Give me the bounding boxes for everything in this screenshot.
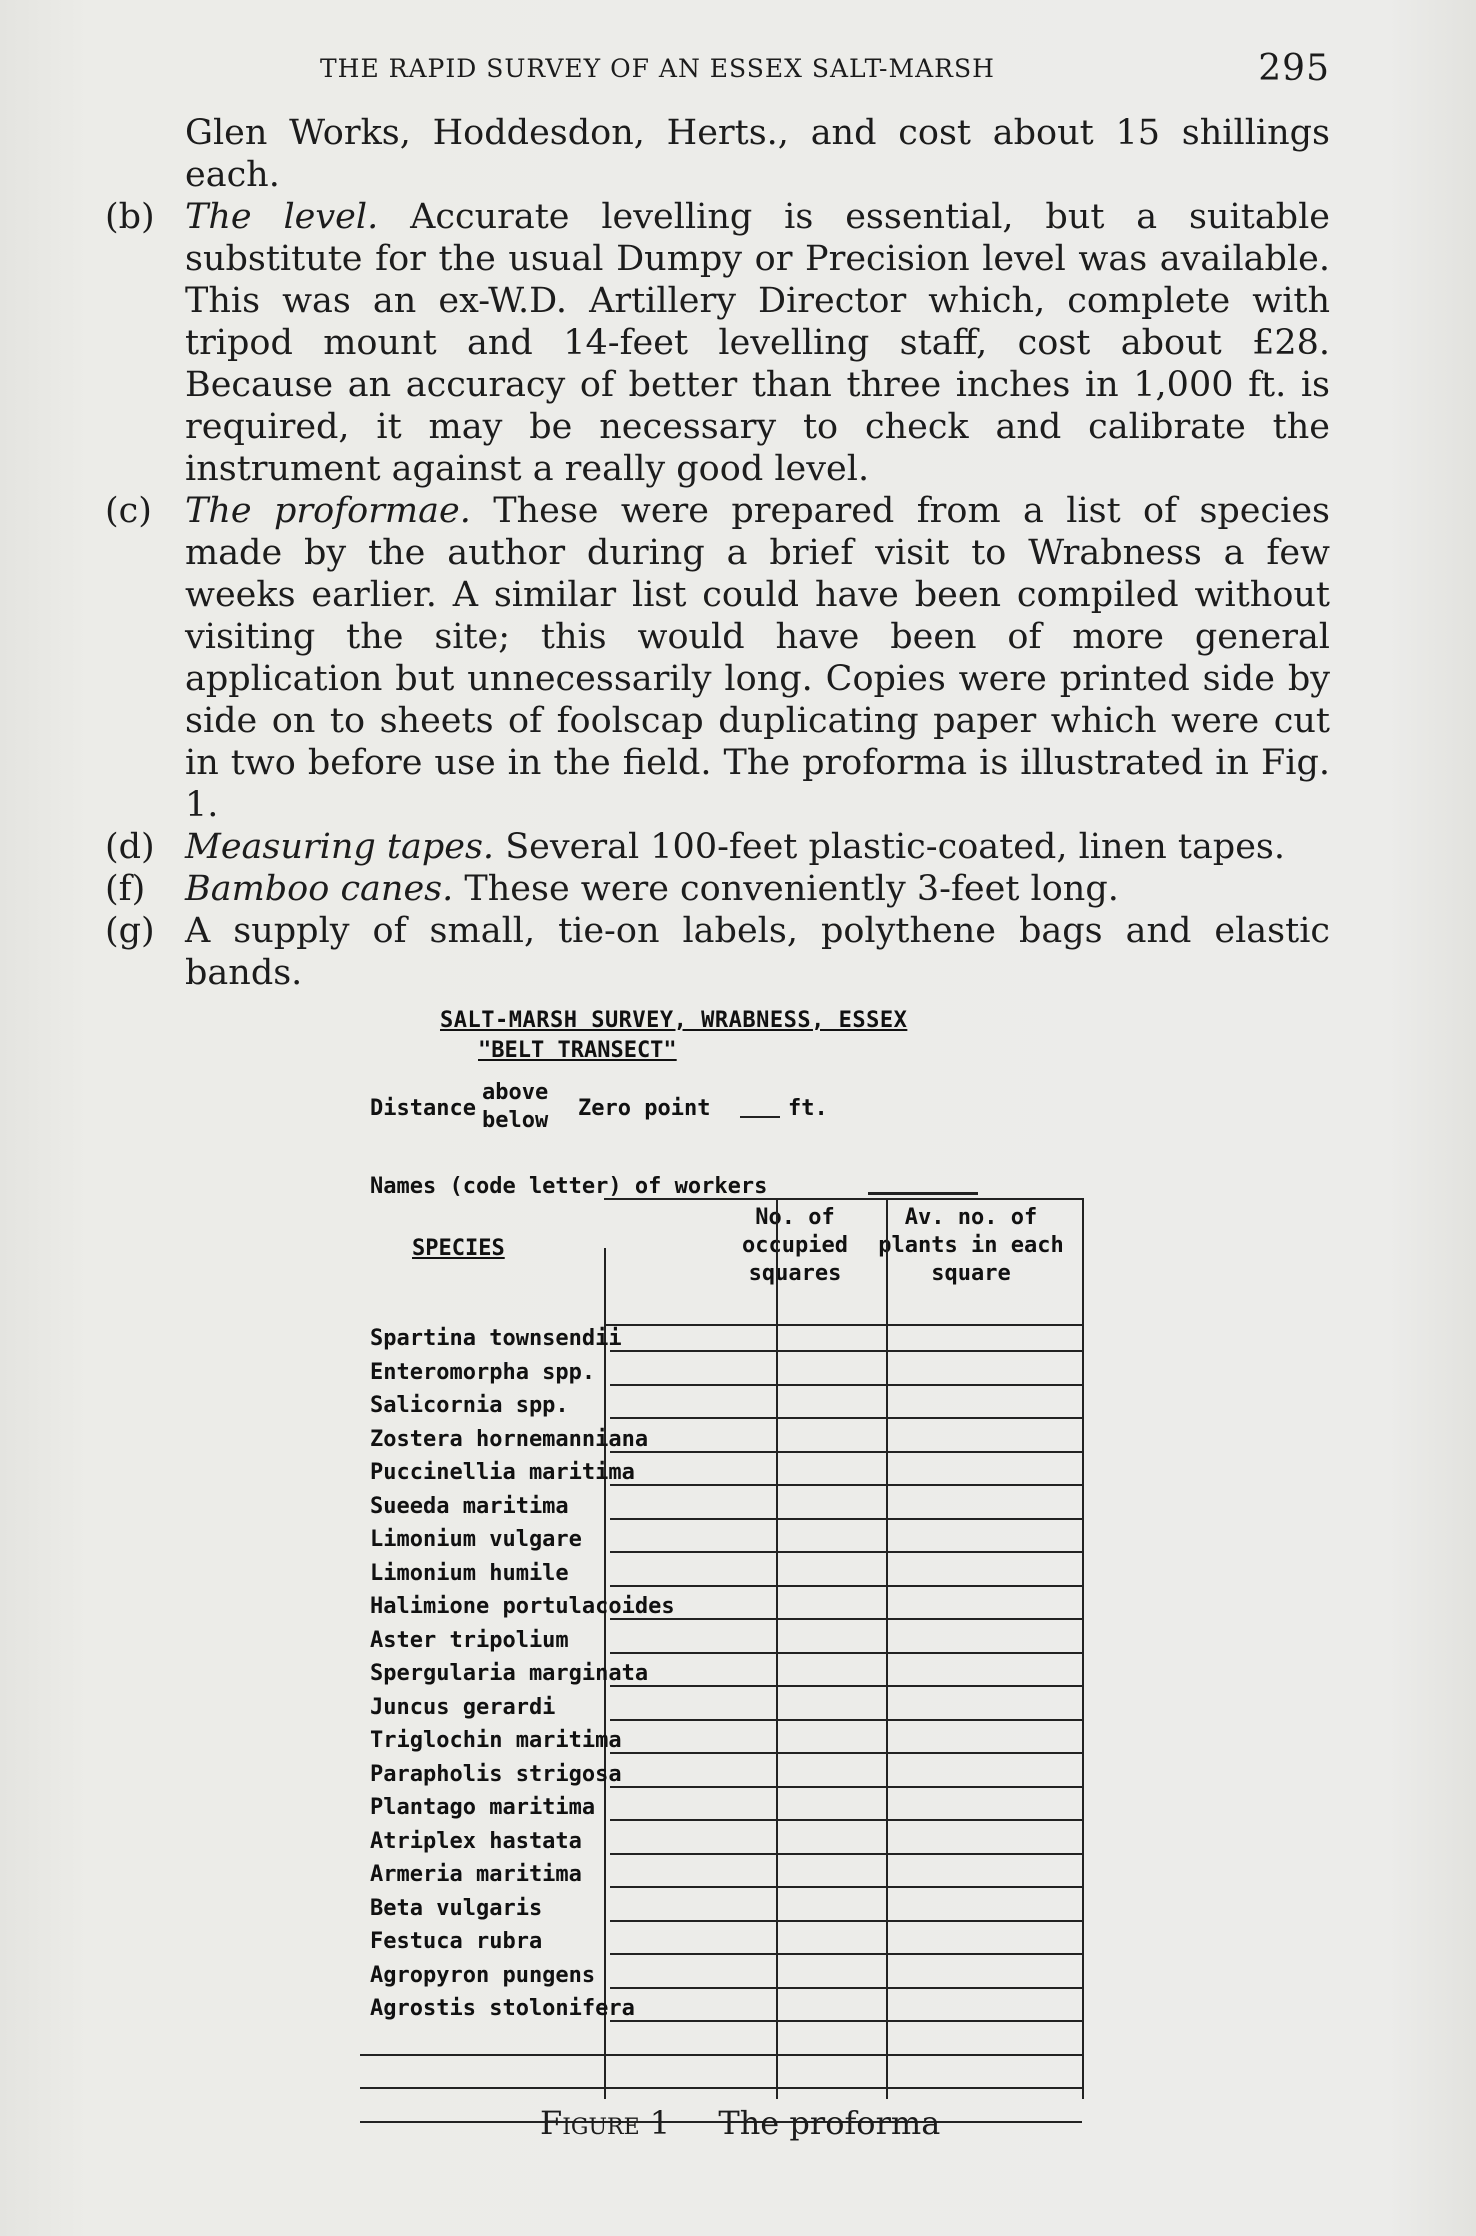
column-occupied-squares-header: No. of occupied squares bbox=[742, 1205, 848, 1286]
intro-paragraph: Glen Works, Hoddesdon, Herts., and cost about 15 shillings each. bbox=[185, 113, 1330, 195]
species-row bbox=[370, 1494, 1080, 1519]
running-title: THE RAPID SURVEY OF AN ESSEX SALT-MARSH bbox=[320, 54, 995, 83]
species-row bbox=[370, 1929, 1080, 1954]
item-text: Accurate levelling is essential, but a suitable substitute for the usual Dumpy or Precision level was available. This was an ex-W.D. Artillery Director which, complete with tripod mount and 14-feet levelling staff, cost about £28. Because an accuracy of better than three inches in 1,000 ft. is required, it may be necessary to check and calibrate the instrument against a really good level. bbox=[185, 197, 1330, 489]
species-row bbox=[370, 1561, 1080, 1586]
species-name: Agropyron pungens bbox=[370, 1962, 596, 1988]
column-average-plants-header: Av. no. of plants in each square bbox=[878, 1205, 1064, 1286]
species-row bbox=[370, 1594, 1080, 1619]
species-row bbox=[370, 1527, 1080, 1552]
grid-row-line bbox=[360, 2054, 1082, 2056]
species-row bbox=[370, 1360, 1080, 1385]
zero-point-label: Zero point bbox=[578, 1096, 711, 1121]
item-b bbox=[105, 196, 1330, 490]
species-name: Halimione portulacoides bbox=[370, 1594, 675, 1619]
species-row bbox=[370, 1661, 1080, 1686]
species-row bbox=[370, 1862, 1080, 1887]
species-name: Aster tripolium bbox=[370, 1627, 569, 1653]
item-f bbox=[105, 868, 1330, 910]
species-name: Limonium vulgare bbox=[370, 1527, 582, 1552]
species-row bbox=[370, 1628, 1080, 1653]
species-row bbox=[370, 1996, 1080, 2021]
species-row bbox=[370, 1427, 1080, 1452]
caption-figure-label: Figure 1 bbox=[540, 2104, 671, 2142]
item-label: (g) bbox=[105, 911, 155, 951]
species-row bbox=[370, 1460, 1080, 1485]
names-blank bbox=[868, 1192, 978, 1195]
species-header: SPECIES bbox=[412, 1236, 505, 1261]
species-name: Limonium humile bbox=[370, 1560, 569, 1586]
species-row bbox=[370, 1795, 1080, 1820]
item-heading: Measuring tapes. bbox=[185, 827, 495, 867]
page-number: 295 bbox=[1258, 48, 1330, 89]
species-name: Salicornia spp. bbox=[370, 1393, 569, 1418]
proforma-title: SALT-MARSH SURVEY, WRABNESS, ESSEX bbox=[440, 1008, 908, 1033]
grid-top-line bbox=[604, 1198, 1082, 1200]
species-row bbox=[370, 1963, 1080, 1988]
species-row bbox=[370, 1393, 1080, 1418]
species-name: Enteromorpha spp. bbox=[370, 1359, 596, 1385]
item-c bbox=[105, 490, 1330, 826]
item-label: (b) bbox=[105, 197, 155, 237]
distance-blank bbox=[740, 1116, 780, 1118]
grid-row-line bbox=[360, 2087, 1082, 2089]
species-name: Festuca rubra bbox=[370, 1929, 543, 1954]
item-heading: The proformae. bbox=[185, 491, 471, 531]
grid-right-line bbox=[1082, 1198, 1084, 2099]
item-label: (d) bbox=[105, 827, 155, 867]
species-name: Parapholis strigosa bbox=[370, 1761, 622, 1787]
item-text: These were conveniently 3-feet long. bbox=[453, 869, 1119, 909]
item-text: These were prepared from a list of species made by the author during a brief visit to Wrabness a few weeks earlier. A similar list could have been compiled without visiting the site; this would have been of more general application but unnecessarily long. Copies were printed side by side on to sheets of foolscap duplicating paper which were cut in two before use in the field. The proforma is illustrated in Fig. 1. bbox=[185, 491, 1330, 825]
species-name: Spartina townsendii bbox=[370, 1326, 622, 1351]
species-name: Spergularia marginata bbox=[370, 1661, 649, 1686]
distance-label: Distance bbox=[370, 1096, 476, 1121]
species-name: Beta vulgaris bbox=[370, 1895, 543, 1921]
item-text: A supply of small, tie-on labels, polythene bags and elastic bands. bbox=[185, 911, 1330, 993]
names-label: Names (code letter) of workers bbox=[370, 1174, 768, 1199]
species-name: Armeria maritima bbox=[370, 1862, 582, 1887]
species-name: Zostera hornemanniana bbox=[370, 1426, 649, 1452]
item-heading: The level. bbox=[185, 197, 379, 237]
species-name: Plantago maritima bbox=[370, 1795, 596, 1820]
proforma-figure bbox=[360, 1008, 1080, 2148]
item-label: (f) bbox=[105, 869, 146, 909]
below-label: below bbox=[482, 1108, 549, 1133]
species-name: Triglochin maritima bbox=[370, 1728, 622, 1753]
species-name: Sueeda maritima bbox=[370, 1493, 569, 1519]
caption-text: The proforma bbox=[718, 2104, 941, 2142]
species-name: Juncus gerardi bbox=[370, 1694, 556, 1720]
species-row bbox=[370, 1896, 1080, 1921]
item-label: (c) bbox=[105, 491, 152, 531]
item-heading: Bamboo canes. bbox=[185, 869, 454, 909]
body-text bbox=[105, 112, 1330, 994]
item-g bbox=[105, 910, 1330, 994]
ft-label: ft. bbox=[788, 1096, 828, 1121]
species-row bbox=[370, 1695, 1080, 1720]
species-name: Puccinellia maritima bbox=[370, 1460, 635, 1485]
species-name: Atriplex hastata bbox=[370, 1828, 582, 1854]
species-name: Agrostis stolonifera bbox=[370, 1996, 635, 2021]
figure-caption bbox=[540, 2104, 940, 2142]
species-row bbox=[370, 1762, 1080, 1787]
item-text: Several 100-feet plastic-coated, linen tapes. bbox=[494, 827, 1286, 867]
above-label: above bbox=[482, 1080, 549, 1105]
item-d bbox=[105, 826, 1330, 868]
species-row bbox=[370, 1829, 1080, 1854]
species-row bbox=[370, 1728, 1080, 1753]
species-row bbox=[370, 1326, 1080, 1351]
proforma-subtitle: "BELT TRANSECT" bbox=[478, 1038, 677, 1063]
